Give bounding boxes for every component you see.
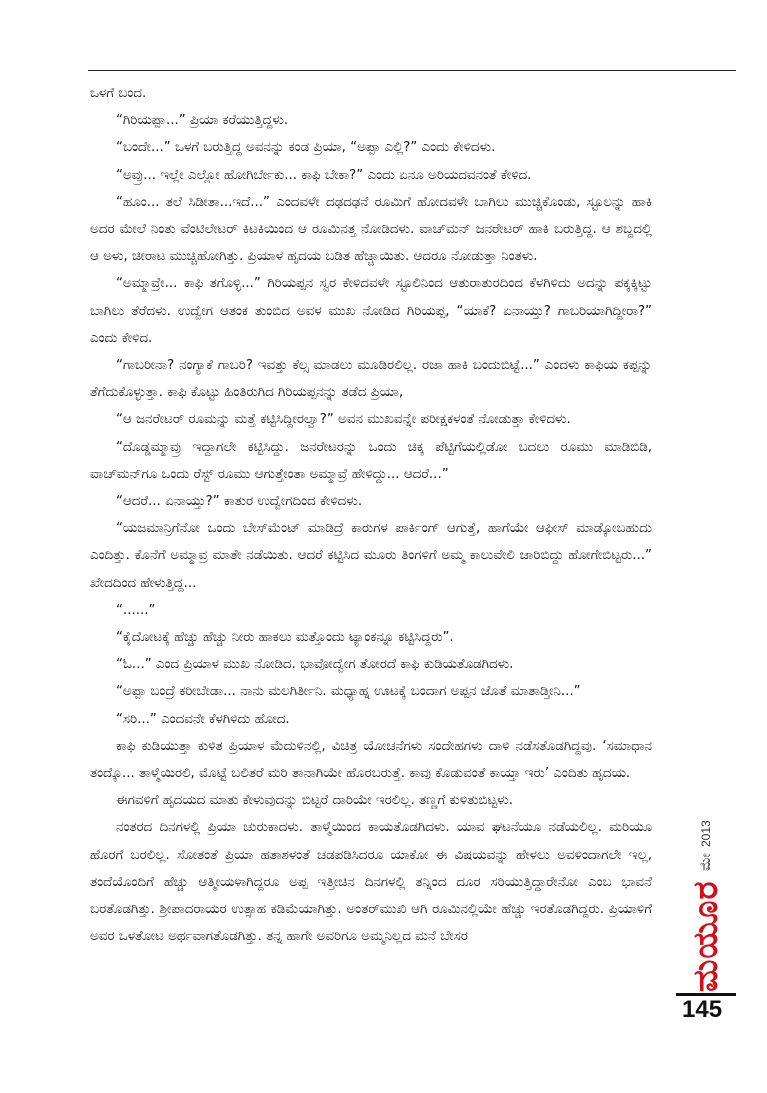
paragraph: “ಯಜಮಾನ್ರಿಗೆನೋ ಒಂದು ಬೇಸ್‌ಮೆಂಟ್ ಮಾಡಿದ್ರೆ ಕಾರುಗಳ ಪಾರ್ಕಿಂಗ್ ಆಗುತ್ತೆ, ಹಾಗೆಯೇ ಆಫೀಸ್ ಮಾಡ್ಕೋಬಹುದು ಎಂದಿತ್ತು. ಕೊನೆಗೆ ಅಮ್ಮಾವ್ರ ಮಾತೇ ನಡೆಯಿತು. ಆದರೆ ಕಟ್ಟಿಸಿದ ಮೂರು ತಿಂಗಳಿಗೆ ಅಮ್ಮ ಕಾಲುವೇಲಿ ಜಾರಿಬಿದ್ದು ಹೋಗೇಬಿಟ್ಟರು...” ಖೇದದಿಂದ ಹೇಳುತ್ತಿದ್ದ... <box>90 521 652 591</box>
page-number: 145 <box>682 996 723 1023</box>
paragraph: ಈಗವಳಿಗೆ ಹೃದಯದ ಮಾತು ಕೇಳುವುದನ್ನು ಬಿಟ್ಟರೆ ದಾರಿಯೇ ಇರಲಿಲ್ಲ. ತಣ್ಣಗೆ ಕುಳಿತುಬಿಟ್ಟಳು. <box>116 793 513 809</box>
issue-month: ಮೇ <box>698 852 714 871</box>
paragraph: “ಹೂಂ... ತಲೆ ಸಿಡೀತಾ...ಇದೆ...” ಎಂದವಳೇ ದಢದಢನೆ ರೂಮಿಗೆ ಹೋದವಳೇ ಬಾಗಿಲು ಮುಚ್ಚಿಕೊಂಡು, ಸ್ಟೂಲನ್ನು ಹಾಕಿ ಅದರ ಮೇಲೆ ನಿಂತು ವೆಂಟಿಲೇಟರ್ ಕಿಟಕಿಯಿಂದ ಆ ರೂಮಿನತ್ತ ನೋಡಿದಳು. ವಾಚ್‌ಮನ್ ಜನರೇಟರ್ ಹಾಕಿ ಬರುತ್ತಿದ್ದ. ಆ ಶಬ್ದದಲ್ಲಿ ಆ ಅಳು, ಚೀರಾಟ ಮುಚ್ಚಿಹೋಗಿತ್ತು. ಪ್ರಿಯಾಳ ಹೃದಯ ಬಡಿತ ಹೆಚ್ಚಾಯಿತು. ಆದರೂ ನೋಡುತ್ತಾ ನಿಂತಳು. <box>90 194 652 265</box>
paragraph: “ಅಮ್ಮಾವ್ರೇ... ಕಾಫಿ ತಗೊಳ್ಳಿ...” ಗಿರಿಯಪ್ಪನ ಸ್ವರ ಕೇಳಿದವಳೇ ಸ್ಟೂಲಿನಿಂದ ಆತುರಾತುರದಿಂದ ಕೆಳಗಿಳಿದು ಅದನ್ನು ಪಕ್ಕಕ್ಕಿಟ್ಟು ಬಾಗಿಲು ತೆರೆದಳು. ಉದ್ವೇಗ ಆತಂಕ ತುಂಬಿದ ಅವಳ ಮುಖ ನೋಡಿದ ಗಿರಿಯಪ್ಪ, “ಯಾಕೆ? ಏನಾಯ್ತು? ಗಾಬರಿಯಾಗಿದ್ದೀರಾ?” ಎಂದು ಕೇಳಿದ. <box>90 276 652 346</box>
issue-year: 2013 <box>699 819 713 847</box>
paragraph: “ಆದರೆ... ಏನಾಯ್ತು?” ಕಾತುರ ಉದ್ವೇಗದಿಂದ ಕೇಳಿದಳು. <box>116 494 363 510</box>
magazine-name: ಮಯೂರ <box>686 880 726 992</box>
header-rule <box>88 70 736 71</box>
issue-sidebar <box>676 806 736 992</box>
paragraph: “ಆ ಜನರೇಟರ್ ರೂಮನ್ನು ಮತ್ತೆ ಕಟ್ಟಿಸಿದ್ದೀರಲ್ವಾ?” ಅವನ ಮುಖವನ್ನೇ ಪರೀಕ್ಷಕಳಂತೆ ನೋಡುತ್ತಾ ಕೇಳಿದಳು. <box>116 412 571 428</box>
paragraph: “ಗಿರಿಯಪ್ಪಾ...” ಪ್ರಿಯಾ ಕರೆಯುತ್ತಿದ್ದಳು. <box>116 113 289 129</box>
paragraph: ಒಳಗೆ ಬಂದ. <box>90 86 147 101</box>
paragraph: ನಂತರದ ದಿನಗಳಲ್ಲಿ ಪ್ರಿಯಾ ಚುರುಕಾದಳು. ತಾಳ್ಮೆಯಿಂದ ಕಾಯತೊಡಗಿದಳು. ಯಾವ ಘಟನೆಯೂ ನಡೆಯಲಿಲ್ಲ. ಮರಿಯೂ ಹೊರಗೆ ಬರಲಿಲ್ಲ. ಸೋತಂತೆ ಪ್ರಿಯಾ ಹತಾಶಳಂತೆ ಚಡಪಡಿಸಿದರೂ ಯಾಕೋ ಈ ವಿಷಯವನ್ನು ಹೇಳಲು ಅವಳಿಂದಾಗಲೇ ಇಲ್ಲ, ತಂದೆಯೊಂದಿಗೆ ಹೆಚ್ಚು ಆತ್ಮೀಯಳಾಗಿದ್ದರೂ ಅಪ್ಪ ಇತ್ತೀಚಿನ ದಿನಗಳಲ್ಲಿ ತನ್ನಿಂದ ದೂರ ಸರಿಯುತ್ತಿದ್ದಾರೇನೋ ಎಂಬ ಭಾವನೆ ಬರತೊಡಗಿತ್ತು. ಶ್ರೀಪಾದರಾಯರ ಉತ್ಸಾಹ ಕಡಿಮೆಯಾಗಿತ್ತು. ಅಂತರ್‌ಮುಖಿ ಆಗಿ ರೂಮಿನಲ್ಲಿಯೇ ಹೆಚ್ಚು ಇರತೊಡಗಿದ್ದರು. ಪ್ರಿಯಾಳಿಗೆ ಅವರ ಒಳತೋಟ ಅರ್ಥವಾಗತೊಡಗಿತ್ತು. ತನ್ನ ಹಾಗೇ ಅವರಿಗೂ ಅಮ್ಮನಿಲ್ಲದ ಮನೆ ಬೇಸರ <box>90 820 652 945</box>
paragraph: “ದೊಡ್ಡಮ್ಮಾವ್ರು ಇದ್ದಾಗಲೇ ಕಟ್ಟಿಸಿದ್ದು. ಜನರೇಟರನ್ನು ಒಂದು ಚಿಕ್ಕ ಪೆಟ್ಟಿಗೆಯಲ್ಲಿಡೋ ಬದಲು ರೂಮು ಮಾಡಿಬಿಡಿ, ವಾಚ್‌ಮನ್‌ಗೂ ಒಂದು ರೆಸ್ಟ್ ರೂಮು ಆಗುತ್ತೇಂತಾ ಅಮ್ಮಾವ್ರೆ ಹೇಳಿದ್ದು... ಆದರೆ...” <box>90 439 652 482</box>
paragraph: “ಸರಿ...” ಎಂದವನೇ ಕೆಳಗಿಳಿದು ಹೋದ. <box>116 711 290 727</box>
paragraph: ಕಾಫಿ ಕುಡಿಯುತ್ತಾ ಕುಳಿತ ಪ್ರಿಯಾಳ ಮೆದುಳಿನಲ್ಲಿ, ವಿಚಿತ್ರ ಯೋಚನೆಗಳು ಸಂದೇಹಗಳು ದಾಳಿ ನಡೆಸತೊಡಗಿದ್ದವು. ‘ಸಮಾಧಾನ ತಂದ್ಕೊ... ತಾಳ್ಮೆಯಿರಲಿ, ಮೊಟ್ಟೆ ಬಲಿತರೆ ಮರಿ ತಾನಾಗಿಯೇ ಹೊರಬರುತ್ತೆ. ಕಾವು ಕೊಡುವಂತೆ ಕಾಯ್ತಾ ಇರು’ ಎಂದಿತು ಹೃದಯ. <box>90 738 652 782</box>
paragraph: “ಅವ್ರು... ಇಲ್ಲೇ ಎಲ್ಲೋ ಹೋಗಿರ್ಬೇಕು... ಕಾಫಿ ಬೇಕಾ?” ಎಂದು ಏನೂ ಅರಿಯದವನಂತೆ ಕೇಳಿದ. <box>116 167 532 183</box>
paragraph: “......” <box>116 602 156 618</box>
paragraph: “ಕೈದೋಟಕ್ಕೆ ಹೆಚ್ಚು ಹೆಚ್ಚು ನೀರು ಹಾಕಲು ಮತ್ತೊಂದು ಟ್ಯಾಂಕನ್ನೂ ಕಟ್ಟಿಸಿದ್ದರು”. <box>116 630 454 646</box>
paragraph: “ಅಪ್ಪಾ ಬಂದ್ರೆ ಕರೀಬೇಡಾ... ನಾನು ಮಲಗಿರ್ತೀನಿ. ಮಧ್ಯಾಹ್ನ ಊಟಕ್ಕೆ ಬಂದಾಗ ಅಪ್ಪನ ಜೊತೆ ಮಾತಾಡ್ತೀನಿ...” <box>116 684 581 700</box>
story-text <box>90 80 652 951</box>
paragraph: “ಓ...” ಎಂದ ಪ್ರಿಯಾಳ ಮುಖ ನೋಡಿದ. ಭಾವೋದ್ವೇಗ ತೋರದೆ ಕಾಫಿ ಕುಡಿಯತೊಡಗಿದಳು. <box>116 657 514 673</box>
paragraph: “ಬಂದೇ...” ಒಳಗೆ ಬರುತ್ತಿದ್ದ ಅವನನ್ನು ಕಂಡ ಪ್ರಿಯಾ, “ಅಪ್ಪಾ ಎಲ್ಲಿ?” ಎಂದು ಕೇಳಿದಳು. <box>116 140 496 156</box>
paragraph: “ಗಾಬರೀನಾ? ನಂಗ್ಯಾಕೆ ಗಾಬರಿ? ಇವತ್ತು ಕೆಲ್ಸ ಮಾಡಲು ಮೂಡಿರಲಿಲ್ಲ. ರಜಾ ಹಾಕಿ ಬಂದುಬಿಟ್ಟೆ...” ಎಂದಳು ಕಾಫಿಯ ಕಪ್ಪನ್ನು ತೆಗೆದುಕೊಳ್ಳುತ್ತಾ. ಕಾಫಿ ಕೊಟ್ಟು ಹಿಂತಿರುಗಿದ ಗಿರಿಯಪ್ಪನನ್ನು ತಡೆದ ಪ್ರಿಯಾ, <box>90 358 652 401</box>
